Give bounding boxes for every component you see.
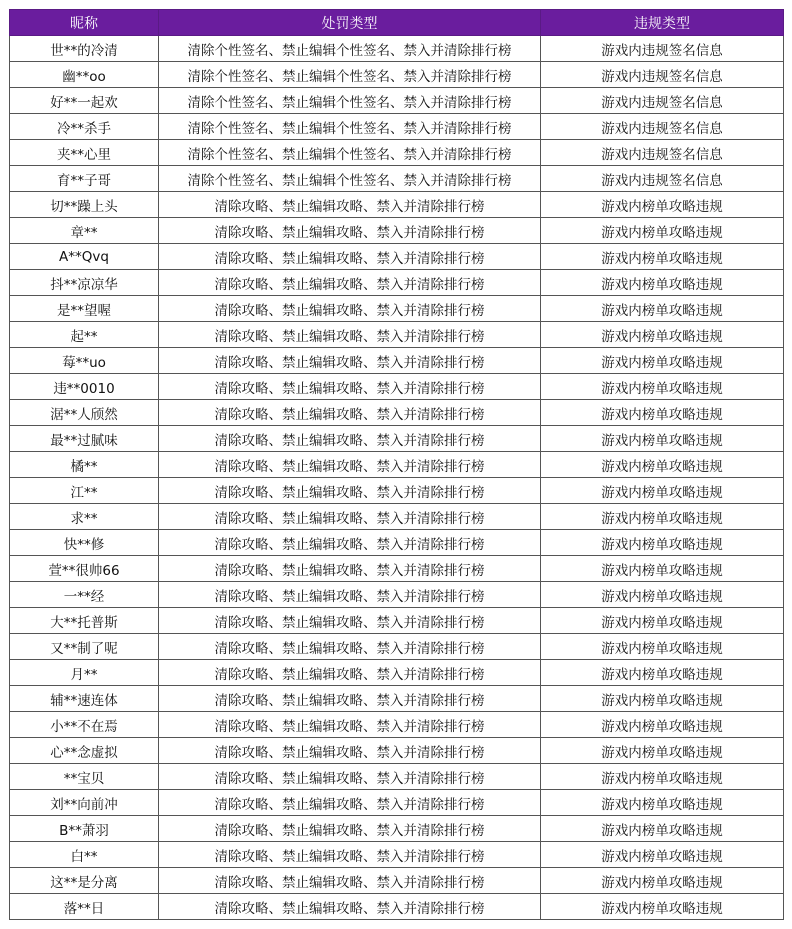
table-row (10, 322, 784, 348)
cell-nickname: 冷**杀手 (10, 114, 159, 140)
cell-violation-type: 游戏内榜单攻略违规 (541, 712, 784, 738)
table-row (10, 62, 784, 88)
cell-violation-type: 游戏内榜单攻略违规 (541, 374, 784, 400)
cell-violation-type: 游戏内榜单攻略违规 (541, 660, 784, 686)
cell-nickname: 是**望喔 (10, 296, 159, 322)
cell-nickname: 这**是分离 (10, 868, 159, 894)
cell-violation-type: 游戏内榜单攻略违规 (541, 868, 784, 894)
cell-nickname: 小**不在焉 (10, 712, 159, 738)
cell-nickname: 夹**心里 (10, 140, 159, 166)
table-row (10, 88, 784, 114)
cell-violation-type: 游戏内榜单攻略违规 (541, 556, 784, 582)
table-row (10, 660, 784, 686)
cell-penalty-type: 清除攻略、禁止编辑攻略、禁入并清除排行榜 (159, 634, 541, 660)
table-row (10, 712, 784, 738)
cell-penalty-type: 清除攻略、禁止编辑攻略、禁入并清除排行榜 (159, 842, 541, 868)
cell-penalty-type: 清除攻略、禁止编辑攻略、禁入并清除排行榜 (159, 556, 541, 582)
penalty-table (9, 9, 784, 920)
cell-violation-type: 游戏内榜单攻略违规 (541, 192, 784, 218)
cell-nickname: 一**经 (10, 582, 159, 608)
cell-penalty-type: 清除攻略、禁止编辑攻略、禁入并清除排行榜 (159, 764, 541, 790)
cell-violation-type: 游戏内榜单攻略违规 (541, 686, 784, 712)
cell-violation-type: 游戏内榜单攻略违规 (541, 816, 784, 842)
header-nickname: 昵称 (10, 10, 159, 36)
cell-nickname: 心**念虚拟 (10, 738, 159, 764)
cell-nickname: 育**子哥 (10, 166, 159, 192)
cell-violation-type: 游戏内榜单攻略违规 (541, 790, 784, 816)
table-row (10, 790, 784, 816)
cell-violation-type: 游戏内榜单攻略违规 (541, 478, 784, 504)
cell-nickname: 落**日 (10, 894, 159, 920)
cell-violation-type: 游戏内违规签名信息 (541, 88, 784, 114)
cell-nickname: 起** (10, 322, 159, 348)
cell-penalty-type: 清除个性签名、禁止编辑个性签名、禁入并清除排行榜 (159, 36, 541, 62)
table-row (10, 894, 784, 920)
cell-penalty-type: 清除攻略、禁止编辑攻略、禁入并清除排行榜 (159, 218, 541, 244)
cell-nickname: 快**修 (10, 530, 159, 556)
cell-nickname: 章** (10, 218, 159, 244)
cell-violation-type: 游戏内榜单攻略违规 (541, 322, 784, 348)
cell-penalty-type: 清除攻略、禁止编辑攻略、禁入并清除排行榜 (159, 504, 541, 530)
cell-penalty-type: 清除攻略、禁止编辑攻略、禁入并清除排行榜 (159, 790, 541, 816)
cell-violation-type: 游戏内榜单攻略违规 (541, 504, 784, 530)
cell-violation-type: 游戏内榜单攻略违规 (541, 296, 784, 322)
cell-violation-type: 游戏内榜单攻略违规 (541, 270, 784, 296)
table-row (10, 556, 784, 582)
cell-violation-type: 游戏内违规签名信息 (541, 166, 784, 192)
cell-nickname: 橘** (10, 452, 159, 478)
cell-penalty-type: 清除攻略、禁止编辑攻略、禁入并清除排行榜 (159, 686, 541, 712)
cell-nickname: 涺**人颀然 (10, 400, 159, 426)
header-violation-type: 违规类型 (541, 10, 784, 36)
cell-violation-type: 游戏内榜单攻略违规 (541, 400, 784, 426)
cell-penalty-type: 清除攻略、禁止编辑攻略、禁入并清除排行榜 (159, 816, 541, 842)
cell-penalty-type: 清除攻略、禁止编辑攻略、禁入并清除排行榜 (159, 400, 541, 426)
table-row (10, 504, 784, 530)
cell-nickname: 萱**很帅66 (10, 556, 159, 582)
cell-penalty-type: 清除攻略、禁止编辑攻略、禁入并清除排行榜 (159, 868, 541, 894)
cell-penalty-type: 清除攻略、禁止编辑攻略、禁入并清除排行榜 (159, 608, 541, 634)
cell-penalty-type: 清除攻略、禁止编辑攻略、禁入并清除排行榜 (159, 322, 541, 348)
cell-penalty-type: 清除个性签名、禁止编辑个性签名、禁入并清除排行榜 (159, 88, 541, 114)
cell-penalty-type: 清除攻略、禁止编辑攻略、禁入并清除排行榜 (159, 192, 541, 218)
cell-violation-type: 游戏内榜单攻略违规 (541, 582, 784, 608)
table-row (10, 166, 784, 192)
table-row (10, 36, 784, 62)
cell-violation-type: 游戏内违规签名信息 (541, 62, 784, 88)
table-row (10, 764, 784, 790)
table-row (10, 868, 784, 894)
cell-violation-type: 游戏内榜单攻略违规 (541, 894, 784, 920)
cell-violation-type: 游戏内榜单攻略违规 (541, 634, 784, 660)
header-penalty-type: 处罚类型 (159, 10, 541, 36)
table-row (10, 686, 784, 712)
cell-nickname: 莓**uo (10, 348, 159, 374)
table-row (10, 608, 784, 634)
cell-violation-type: 游戏内榜单攻略违规 (541, 530, 784, 556)
table-row (10, 582, 784, 608)
cell-penalty-type: 清除攻略、禁止编辑攻略、禁入并清除排行榜 (159, 738, 541, 764)
cell-penalty-type: 清除攻略、禁止编辑攻略、禁入并清除排行榜 (159, 894, 541, 920)
cell-violation-type: 游戏内榜单攻略违规 (541, 244, 784, 270)
cell-nickname: 幽**oo (10, 62, 159, 88)
cell-violation-type: 游戏内违规签名信息 (541, 114, 784, 140)
cell-nickname: 辅**速连体 (10, 686, 159, 712)
cell-penalty-type: 清除攻略、禁止编辑攻略、禁入并清除排行榜 (159, 374, 541, 400)
cell-nickname: 刘**向前冲 (10, 790, 159, 816)
cell-nickname: 违**0010 (10, 374, 159, 400)
cell-nickname: B**萧羽 (10, 816, 159, 842)
cell-penalty-type: 清除攻略、禁止编辑攻略、禁入并清除排行榜 (159, 296, 541, 322)
table-header-row (10, 10, 784, 36)
cell-nickname: **宝贝 (10, 764, 159, 790)
cell-penalty-type: 清除个性签名、禁止编辑个性签名、禁入并清除排行榜 (159, 166, 541, 192)
cell-penalty-type: 清除个性签名、禁止编辑个性签名、禁入并清除排行榜 (159, 140, 541, 166)
cell-violation-type: 游戏内榜单攻略违规 (541, 608, 784, 634)
table-row (10, 426, 784, 452)
cell-penalty-type: 清除攻略、禁止编辑攻略、禁入并清除排行榜 (159, 530, 541, 556)
cell-nickname: 好**一起欢 (10, 88, 159, 114)
table-row (10, 244, 784, 270)
table-row (10, 452, 784, 478)
table-row (10, 140, 784, 166)
cell-penalty-type: 清除攻略、禁止编辑攻略、禁入并清除排行榜 (159, 582, 541, 608)
table-body (10, 36, 784, 920)
table-row (10, 738, 784, 764)
cell-penalty-type: 清除攻略、禁止编辑攻略、禁入并清除排行榜 (159, 478, 541, 504)
cell-penalty-type: 清除攻略、禁止编辑攻略、禁入并清除排行榜 (159, 660, 541, 686)
cell-nickname: 切**躁上头 (10, 192, 159, 218)
cell-nickname: 大**托普斯 (10, 608, 159, 634)
cell-penalty-type: 清除攻略、禁止编辑攻略、禁入并清除排行榜 (159, 270, 541, 296)
cell-nickname: 最**过腻味 (10, 426, 159, 452)
cell-penalty-type: 清除攻略、禁止编辑攻略、禁入并清除排行榜 (159, 426, 541, 452)
cell-violation-type: 游戏内违规签名信息 (541, 140, 784, 166)
cell-nickname: 月** (10, 660, 159, 686)
table-row (10, 218, 784, 244)
cell-nickname: A**Qvq (10, 244, 159, 270)
cell-nickname: 又**制了呢 (10, 634, 159, 660)
cell-violation-type: 游戏内榜单攻略违规 (541, 218, 784, 244)
cell-penalty-type: 清除攻略、禁止编辑攻略、禁入并清除排行榜 (159, 244, 541, 270)
cell-nickname: 江** (10, 478, 159, 504)
cell-violation-type: 游戏内违规签名信息 (541, 36, 784, 62)
cell-penalty-type: 清除个性签名、禁止编辑个性签名、禁入并清除排行榜 (159, 114, 541, 140)
cell-violation-type: 游戏内榜单攻略违规 (541, 348, 784, 374)
penalty-table-container (9, 9, 784, 920)
table-row (10, 374, 784, 400)
cell-violation-type: 游戏内榜单攻略违规 (541, 452, 784, 478)
table-row (10, 192, 784, 218)
cell-violation-type: 游戏内榜单攻略违规 (541, 764, 784, 790)
cell-violation-type: 游戏内榜单攻略违规 (541, 426, 784, 452)
table-row (10, 634, 784, 660)
cell-penalty-type: 清除攻略、禁止编辑攻略、禁入并清除排行榜 (159, 452, 541, 478)
table-row (10, 400, 784, 426)
cell-nickname: 世**的冷清 (10, 36, 159, 62)
cell-violation-type: 游戏内榜单攻略违规 (541, 842, 784, 868)
cell-violation-type: 游戏内榜单攻略违规 (541, 738, 784, 764)
cell-penalty-type: 清除攻略、禁止编辑攻略、禁入并清除排行榜 (159, 712, 541, 738)
cell-nickname: 求** (10, 504, 159, 530)
cell-penalty-type: 清除个性签名、禁止编辑个性签名、禁入并清除排行榜 (159, 62, 541, 88)
table-row (10, 842, 784, 868)
table-row (10, 816, 784, 842)
table-row (10, 478, 784, 504)
table-row (10, 296, 784, 322)
table-row (10, 114, 784, 140)
cell-nickname: 白** (10, 842, 159, 868)
table-row (10, 348, 784, 374)
cell-nickname: 抖**凉凉华 (10, 270, 159, 296)
cell-penalty-type: 清除攻略、禁止编辑攻略、禁入并清除排行榜 (159, 348, 541, 374)
table-row (10, 530, 784, 556)
table-row (10, 270, 784, 296)
